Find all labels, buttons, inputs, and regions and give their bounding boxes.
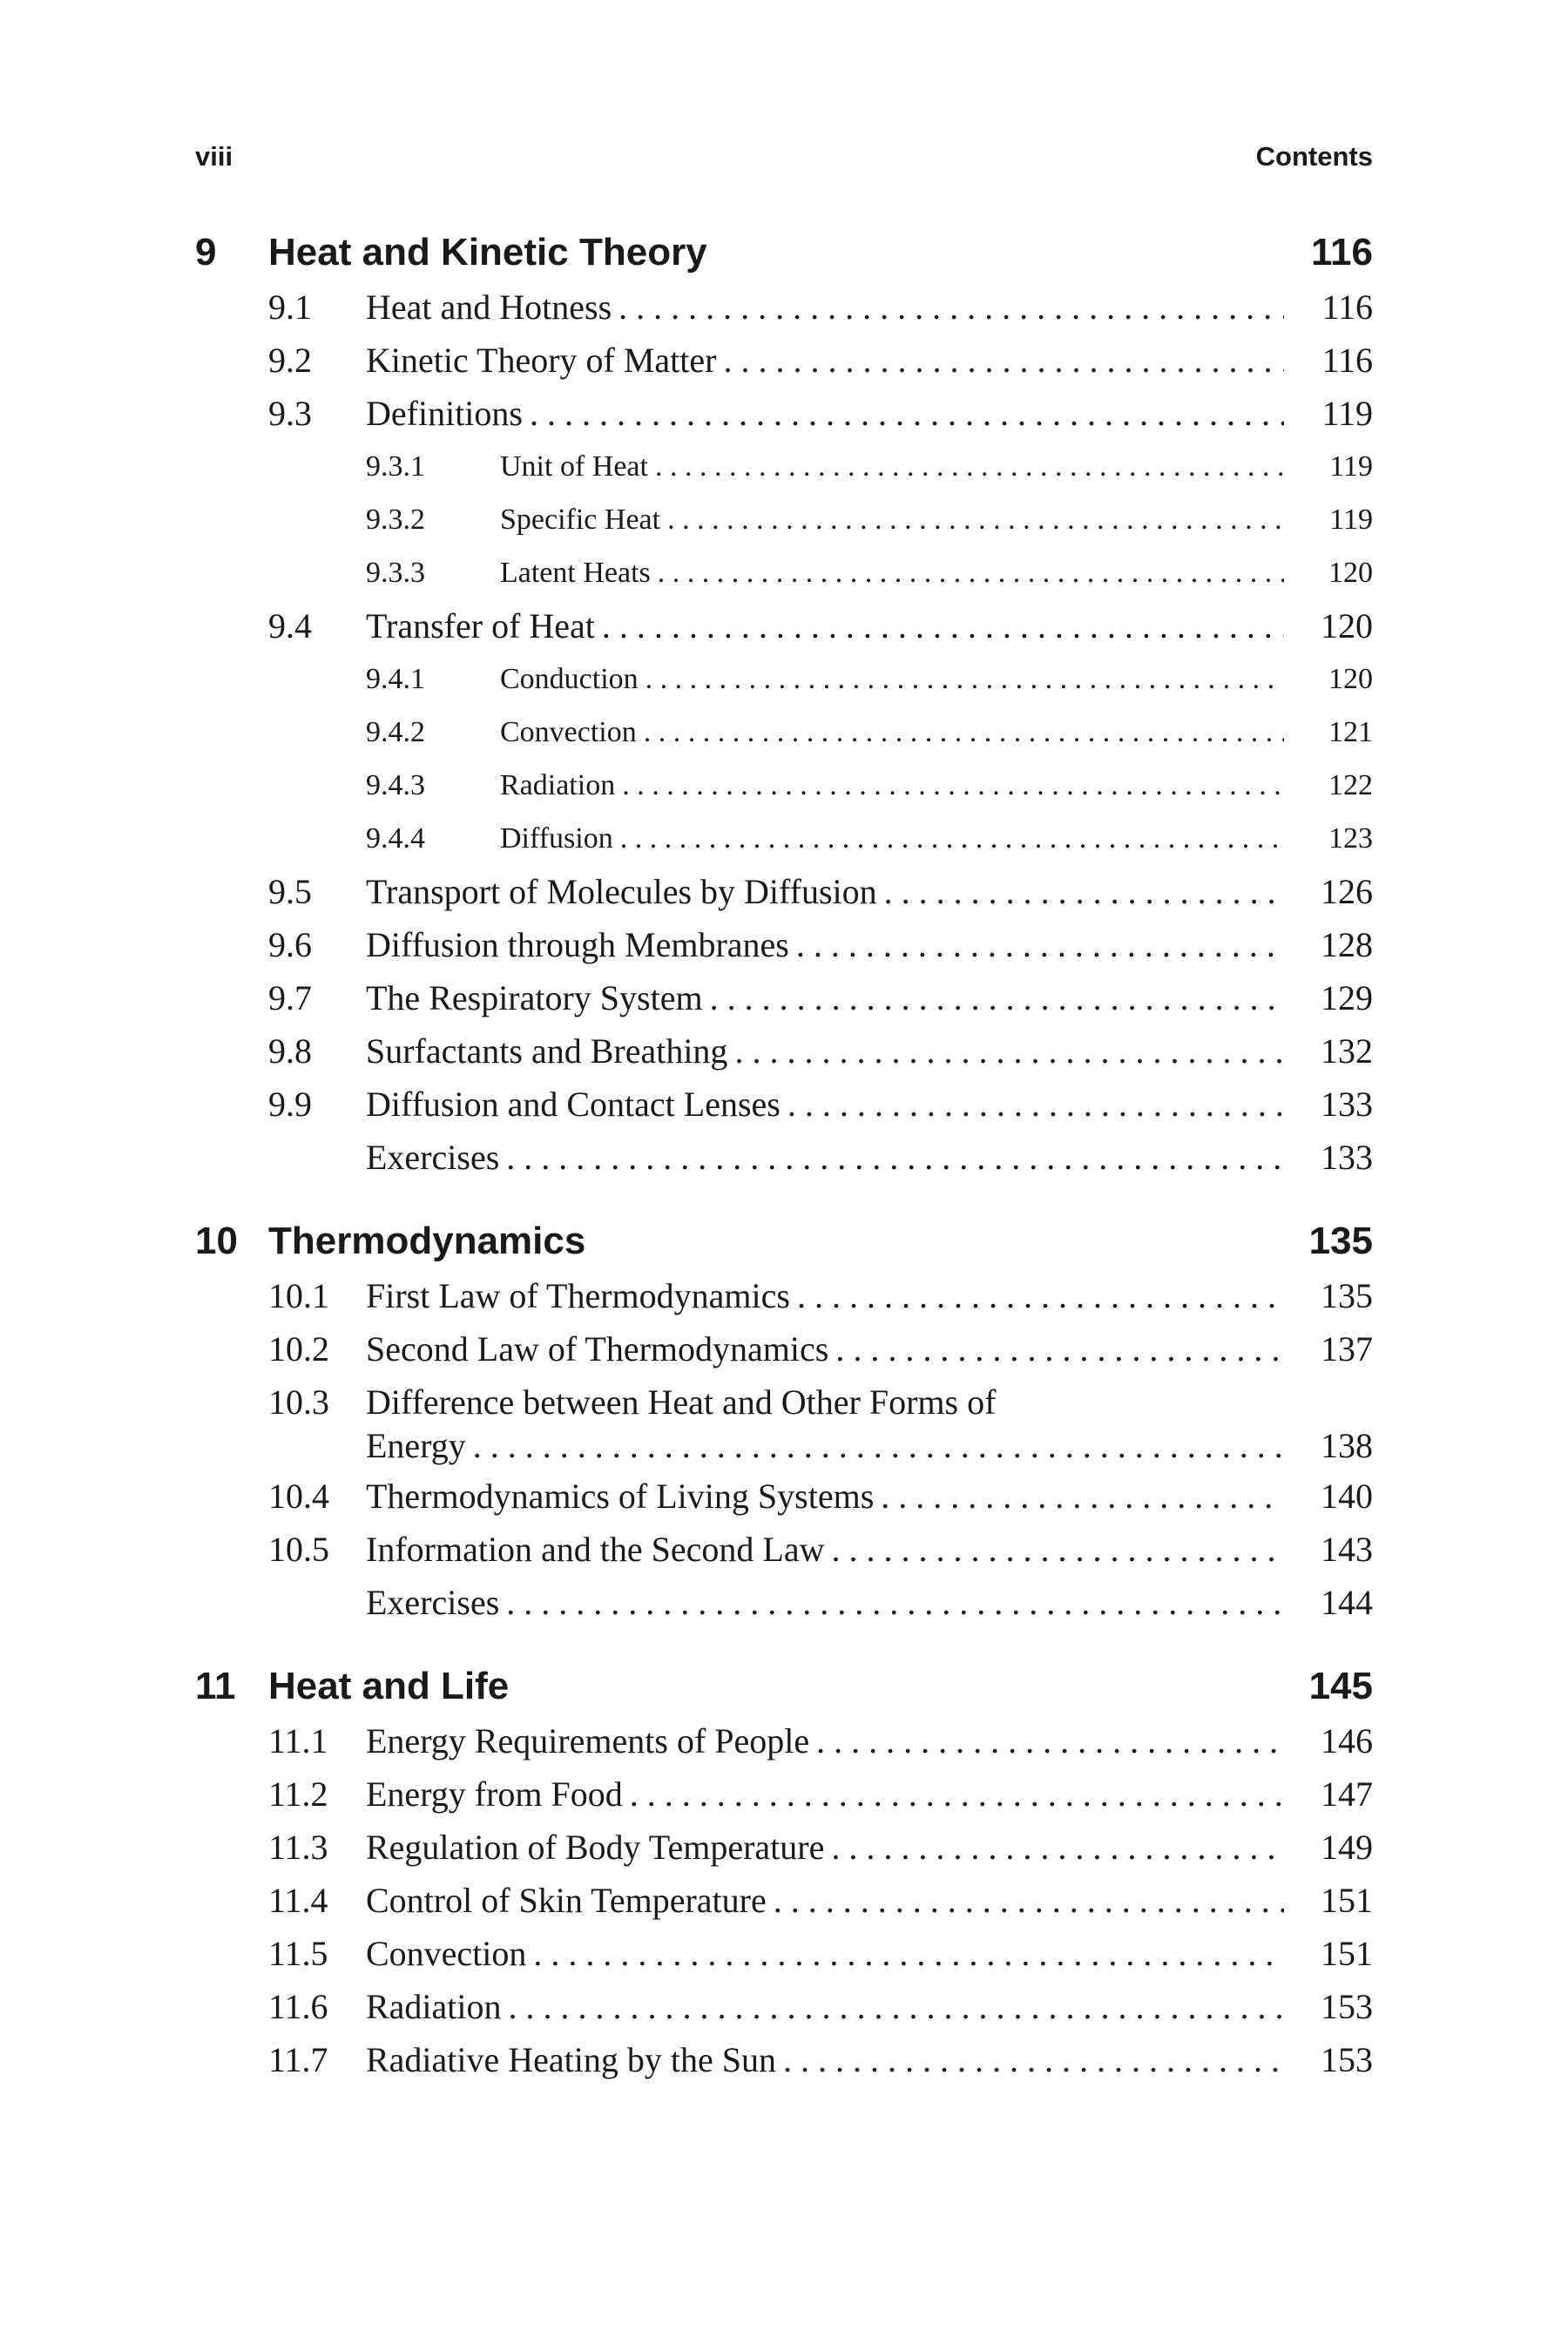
subsection-number: 9.4.2 <box>366 716 425 748</box>
subsection-page: 122 <box>1328 769 1373 801</box>
section-number: 10.1 <box>268 1276 329 1315</box>
toc-entry[interactable] <box>195 865 1373 918</box>
toc-entry[interactable] <box>195 1927 1373 1980</box>
dot-leader <box>630 1767 1284 1821</box>
section-title: Definitions <box>366 394 523 433</box>
toc-entry[interactable] <box>195 918 1373 971</box>
dot-leader <box>644 706 1284 759</box>
subsection-page: 123 <box>1328 822 1373 855</box>
dot-leader <box>473 1419 1284 1472</box>
section-title: The Respiratory System <box>366 978 703 1017</box>
dot-leader <box>620 812 1284 865</box>
subsection-number: 9.4.3 <box>366 769 425 801</box>
chapter-title: Thermodynamics <box>268 1220 586 1262</box>
section-number: 9.9 <box>268 1085 312 1124</box>
section-number: 9.2 <box>268 341 312 380</box>
section-page: 138 <box>1321 1426 1373 1465</box>
section-number: 10.4 <box>268 1477 329 1516</box>
dot-leader <box>509 1980 1284 2033</box>
chapter-heading[interactable] <box>195 1659 1373 1714</box>
section-title: Kinetic Theory of Matter <box>366 341 717 380</box>
toc-entry[interactable] <box>195 1767 1373 1821</box>
dot-leader <box>622 759 1284 812</box>
running-head-title: Contents <box>1255 141 1373 172</box>
section-title: Information and the Second Law <box>366 1530 825 1569</box>
toc-subentry[interactable] <box>195 706 1373 759</box>
subsection-number: 9.3.1 <box>366 450 425 483</box>
section-number: 11.6 <box>268 1987 328 2026</box>
subsection-title: Radiation <box>500 769 616 801</box>
chapter-title: Heat and Life <box>268 1665 510 1707</box>
toc-entry[interactable] <box>195 2033 1373 2086</box>
dot-leader <box>530 387 1284 440</box>
dot-leader <box>602 599 1284 652</box>
chapter-number: 10 <box>195 1220 238 1262</box>
toc-entry[interactable] <box>195 280 1373 334</box>
section-title: Exercises <box>366 1138 500 1177</box>
page-number: viii <box>195 141 233 172</box>
subsection-title: Conduction <box>500 663 639 695</box>
section-number: 11.5 <box>268 1934 328 1973</box>
section-number: 10.2 <box>268 1329 329 1369</box>
dot-leader <box>655 440 1284 493</box>
section-page: 129 <box>1321 978 1373 1017</box>
section-title: Heat and Hotness <box>366 287 612 327</box>
section-number: 9.8 <box>268 1031 312 1071</box>
chapter-page: 135 <box>1308 1220 1373 1262</box>
section-page: 128 <box>1321 925 1373 964</box>
dot-leader <box>710 971 1284 1024</box>
section-title: Diffusion and Contact Lenses <box>366 1085 781 1124</box>
section-number: 9.1 <box>268 287 312 327</box>
section-title: Transport of Molecules by Diffusion <box>366 872 877 911</box>
section-title: Exercises <box>366 1583 500 1622</box>
toc-subentry[interactable] <box>195 546 1373 599</box>
toc-subentry[interactable] <box>195 812 1373 865</box>
subsection-page: 119 <box>1329 450 1373 483</box>
section-number: 10.5 <box>268 1530 329 1569</box>
chapter-number: 11 <box>195 1665 236 1707</box>
dot-leader <box>835 1322 1284 1375</box>
dot-leader <box>734 1024 1284 1078</box>
dot-leader <box>787 1078 1284 1131</box>
section-page: 144 <box>1321 1583 1373 1622</box>
dot-leader <box>658 546 1284 599</box>
section-number: 9.6 <box>268 925 312 964</box>
section-page: 146 <box>1321 1721 1373 1761</box>
section-page: 126 <box>1321 872 1373 911</box>
chapter-heading[interactable] <box>195 225 1373 280</box>
section-page: 133 <box>1321 1085 1373 1124</box>
dot-leader <box>884 865 1284 918</box>
running-head <box>195 141 1373 176</box>
section-page: 143 <box>1321 1530 1373 1569</box>
toc-entry-exercises[interactable] <box>195 1576 1373 1629</box>
subsection-number: 9.3.2 <box>366 504 425 536</box>
section-page: 119 <box>1321 394 1373 433</box>
section-title: Transfer of Heat <box>366 606 595 645</box>
section-page: 151 <box>1321 1934 1373 1973</box>
subsection-number: 9.4.4 <box>366 822 425 855</box>
subsection-page: 121 <box>1328 716 1373 748</box>
chapter-page: 116 <box>1311 231 1373 274</box>
chapter-10 <box>195 1213 1373 1629</box>
dot-leader <box>667 493 1284 546</box>
toc-entry[interactable] <box>195 334 1373 387</box>
toc-entry-exercises[interactable] <box>195 1131 1373 1184</box>
subsection-page: 119 <box>1329 504 1373 536</box>
toc-entry[interactable] <box>195 1874 1373 1927</box>
section-number: 9.3 <box>268 394 312 433</box>
section-number: 9.7 <box>268 978 312 1017</box>
toc-entry[interactable] <box>195 1375 1373 1470</box>
toc-entry[interactable] <box>195 599 1373 652</box>
dot-leader <box>618 280 1284 334</box>
dot-leader <box>783 2033 1284 2086</box>
section-title: Regulation of Body Temperature <box>366 1828 825 1867</box>
toc-entry[interactable] <box>195 1714 1373 1767</box>
section-number: 9.5 <box>268 872 312 911</box>
toc-subentry[interactable] <box>195 652 1373 706</box>
section-number: 11.7 <box>268 2040 328 2079</box>
section-title: Thermodynamics of Living Systems <box>366 1477 875 1516</box>
dot-leader <box>881 1470 1284 1523</box>
section-page: 151 <box>1321 1881 1373 1920</box>
section-title: Energy Requirements of People <box>366 1721 810 1761</box>
dot-leader <box>816 1714 1284 1767</box>
dot-leader <box>796 918 1284 971</box>
dot-leader <box>831 1821 1284 1874</box>
subsection-title: Latent Heats <box>500 557 651 589</box>
section-number: 9.4 <box>268 606 312 645</box>
toc-entry[interactable] <box>195 971 1373 1024</box>
toc-entry[interactable] <box>195 1470 1373 1523</box>
section-title: Diffusion through Membranes <box>366 925 789 964</box>
section-page: 132 <box>1321 1031 1373 1071</box>
section-title-line1: Difference between Heat and Other Forms of <box>366 1382 997 1422</box>
section-page: 133 <box>1321 1138 1373 1177</box>
subsection-title: Convection <box>500 716 637 748</box>
section-title: Surfactants and Breathing <box>366 1031 728 1071</box>
toc-entry[interactable] <box>195 1821 1373 1874</box>
section-number: 11.2 <box>268 1774 328 1814</box>
toc-subentry[interactable] <box>195 493 1373 546</box>
toc-entry[interactable] <box>195 1024 1373 1078</box>
subsection-title: Diffusion <box>500 822 613 855</box>
chapter-number: 9 <box>195 231 217 274</box>
chapter-9 <box>195 225 1373 1184</box>
section-number: 11.4 <box>268 1881 328 1920</box>
chapter-11 <box>195 1659 1373 2086</box>
section-title: Energy <box>366 1426 466 1465</box>
toc-entry[interactable] <box>195 1269 1373 1322</box>
subsection-number: 9.4.1 <box>366 663 425 695</box>
section-page: 149 <box>1321 1828 1373 1867</box>
section-title: Energy from Food <box>366 1774 623 1814</box>
section-page: 120 <box>1321 606 1373 645</box>
dot-leader <box>774 1874 1284 1927</box>
toc-subentry[interactable] <box>195 759 1373 812</box>
section-title: Control of Skin Temperature <box>366 1881 767 1920</box>
section-title: Convection <box>366 1934 527 1973</box>
dot-leader <box>506 1576 1284 1629</box>
section-page: 153 <box>1321 2040 1373 2079</box>
section-number: 10.3 <box>268 1382 329 1422</box>
toc-entry[interactable] <box>195 1078 1373 1131</box>
section-title: First Law of Thermodynamics <box>366 1276 790 1315</box>
section-page: 135 <box>1321 1276 1373 1315</box>
section-title: Second Law of Thermodynamics <box>366 1329 829 1369</box>
table-of-contents <box>195 225 1373 2116</box>
section-page: 140 <box>1321 1477 1373 1516</box>
dot-leader <box>797 1269 1284 1322</box>
section-page: 116 <box>1321 341 1373 380</box>
subsection-title: Unit of Heat <box>500 450 648 483</box>
dot-leader <box>645 652 1284 706</box>
subsection-page: 120 <box>1328 663 1373 695</box>
section-page: 137 <box>1321 1329 1373 1369</box>
section-title: Radiative Heating by the Sun <box>366 2040 777 2079</box>
toc-entry[interactable] <box>195 387 1373 440</box>
dot-leader <box>533 1927 1284 1980</box>
chapter-title: Heat and Kinetic Theory <box>268 231 707 274</box>
dot-leader <box>832 1523 1284 1576</box>
section-number: 11.3 <box>268 1828 328 1867</box>
subsection-page: 120 <box>1328 557 1373 589</box>
dot-leader <box>506 1131 1284 1184</box>
section-page: 116 <box>1321 287 1373 327</box>
dot-leader <box>723 334 1284 387</box>
toc-subentry[interactable] <box>195 440 1373 493</box>
section-page: 153 <box>1321 1987 1373 2026</box>
toc-entry[interactable] <box>195 1980 1373 2033</box>
chapter-heading[interactable] <box>195 1213 1373 1269</box>
toc-entry[interactable] <box>195 1523 1373 1576</box>
subsection-title: Specific Heat <box>500 504 661 536</box>
subsection-number: 9.3.3 <box>366 557 425 589</box>
chapter-page: 145 <box>1308 1665 1373 1707</box>
section-number: 11.1 <box>268 1721 328 1761</box>
toc-entry[interactable] <box>195 1322 1373 1375</box>
section-title: Radiation <box>366 1987 502 2026</box>
section-page: 147 <box>1321 1774 1373 1814</box>
